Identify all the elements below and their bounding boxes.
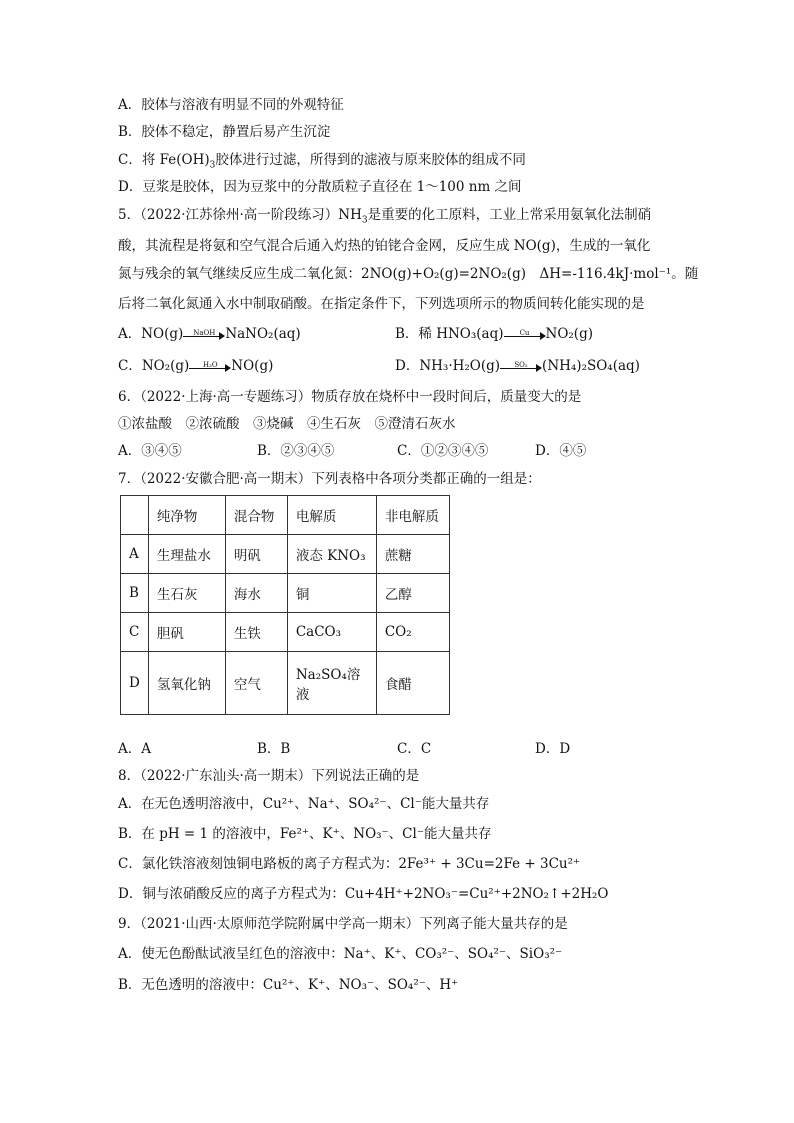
q5-c-right: NO(g) (231, 358, 274, 374)
table-header-row (121, 496, 450, 535)
q4-option-c-post: 胶体进行过滤，所得到的滤液与原来胶体的组成不同 (215, 152, 526, 168)
q5-c-condition: H₂O (202, 360, 218, 369)
q6-option-c: C．①②③④⑤ (397, 443, 489, 459)
q4-option-a: A．胶体与溶液有明显不同的外观特征 (118, 97, 344, 113)
q6-stem: 6．（2022·上海·高一专题练习）物质存放在烧杯中一段时间后，质量变大的是 (118, 389, 582, 405)
table-cell: CaCO₃ (287, 613, 376, 652)
q4-option-c-sub: 3 (209, 160, 216, 171)
q9-option-b: B．无色透明的溶液中：Cu²⁺、K⁺、NO₃⁻、SO₄²⁻、H⁺ (118, 977, 459, 993)
q6-option-d: D．④⑤ (535, 443, 587, 459)
table-cell: Na₂SO₄溶液 (287, 652, 376, 715)
q4-option-c (118, 151, 526, 175)
table-row (121, 574, 450, 613)
table-cell: B (121, 574, 149, 613)
table-header-cell (121, 496, 149, 535)
table-cell: 胆矾 (148, 613, 225, 652)
q6-option-b: B．②③④⑤ (257, 443, 335, 459)
table-cell: CO₂ (376, 613, 449, 652)
q5-option-c (118, 357, 273, 375)
table-cell: 生铁 (225, 613, 287, 652)
table-row (121, 652, 450, 715)
table-cell: 蔗糖 (376, 535, 449, 574)
q5-a-left: A．NO(g) (118, 326, 184, 342)
q7-option-a: A．A (118, 741, 151, 757)
q5-stem-line-1 (118, 206, 651, 230)
q5-option-a (118, 325, 301, 343)
table-cell: 明矾 (225, 535, 287, 574)
q5-option-d (395, 357, 640, 375)
table-header-cell: 非电解质 (376, 496, 449, 535)
q7-option-b: B．B (257, 741, 291, 757)
q5-d-left: D．NH₃·H₂O(g) (395, 358, 501, 374)
table-cell: 液态 KNO₃ (287, 535, 376, 574)
q5-c-left: C．NO₂(g) (118, 358, 190, 374)
table-cell: 乙醇 (376, 574, 449, 613)
table-header-cell: 纯净物 (148, 496, 225, 535)
table-cell: 空气 (225, 652, 287, 715)
table-header-cell: 混合物 (225, 496, 287, 535)
q7-option-c: C．C (397, 741, 432, 757)
table-header-cell: 电解质 (287, 496, 376, 535)
reaction-arrow-icon (183, 329, 225, 341)
q5-d-right: (NH₄)₂SO₄(aq) (542, 358, 640, 374)
q8-option-a: A．在无色透明溶液中，Cu²⁺、Na⁺、SO₄²⁻、Cl⁻能大量共存 (118, 796, 490, 812)
classification-table (120, 495, 450, 715)
table-cell: D (121, 652, 149, 715)
q5-option-b (395, 325, 593, 343)
q4-option-d: D．豆浆是胶体，因为豆浆中的分散质粒子直径在 1～100 nm 之间 (118, 179, 522, 195)
q7-option-d: D．D (535, 741, 571, 757)
q5-b-right: NO₂(g) (545, 326, 593, 342)
table-cell: A (121, 535, 149, 574)
q5-stem-line-2: 酸，其流程是将氨和空气混合后通入灼热的铂铑合金网，反应生成 NO(g)，生成的一氧化 (118, 238, 651, 254)
q9-stem: 9．（2021·山西·太原师范学院附属中学高一期末）下列离子能大量共存的是 (118, 916, 568, 932)
table-row (121, 613, 450, 652)
q5-stem-1-post: 是重要的化工原料，工业上常采用氨氧化法制硝 (367, 207, 652, 223)
q7-stem: 7．（2022·安徽合肥·高一期末）下列表格中各项分类都正确的一组是： (118, 471, 541, 487)
q6-items: ①浓盐酸 ②浓硫酸 ③烧碱 ④生石灰 ⑤澄清石灰水 (118, 416, 456, 432)
q5-b-left: B．稀 HNO₃(aq) (395, 326, 504, 342)
table-row (121, 535, 450, 574)
table-cell: 生理盐水 (148, 535, 225, 574)
table-cell: 食醋 (376, 652, 449, 715)
q8-stem: 8．（2022·广东汕头·高一期末）下列说法正确的是 (118, 768, 420, 784)
q8-option-d: D．铜与浓硝酸反应的离子方程式为：Cu+4H⁺+2NO₃⁻=Cu²⁺+2NO₂↑+2H₂O (118, 886, 609, 902)
reaction-arrow-icon (189, 361, 231, 373)
q5-stem-1-pre: 5．（2022·江苏徐州·高一阶段练习）NH (118, 207, 362, 223)
q5-a-right: NaNO₂(aq) (225, 326, 301, 342)
reaction-arrow-icon (500, 361, 542, 373)
table-cell: C (121, 613, 149, 652)
q5-stem-line-4: 后将二氧化氮通入水中制取硝酸。在指定条件下，下列选项所示的物质间转化能实现的是 (118, 296, 645, 312)
q6-option-a: A．③④⑤ (118, 443, 182, 459)
q8-option-b: B．在 pH = 1 的溶液中，Fe²⁺、K⁺、NO₃⁻、Cl⁻能大量共存 (118, 826, 492, 842)
q5-stem-line-3: 氮与残余的氧气继续反应生成二氧化氮：2NO(g)+O₂(g)=2NO₂(g) ΔH=-116.4kJ·mol⁻¹。随 (118, 266, 699, 282)
q5-b-condition: Cu (519, 328, 530, 337)
q4-option-b: B．胶体不稳定，静置后易产生沉淀 (118, 124, 331, 140)
table-cell: 生石灰 (148, 574, 225, 613)
q4-option-c-pre: C．将 Fe(OH) (118, 152, 210, 168)
reaction-arrow-icon (504, 329, 546, 341)
q5-a-condition: NaOH (193, 328, 216, 337)
q5-d-condition: SO₂ (514, 360, 528, 369)
table-cell: 铜 (287, 574, 376, 613)
table-cell: 氢氧化钠 (148, 652, 225, 715)
q8-option-c: C．氯化铁溶液刻蚀铜电路板的离子方程式为：2Fe³⁺ + 3Cu=2Fe + 3Cu²⁺ (118, 856, 581, 872)
q5-stem-1-sub: 3 (361, 215, 368, 226)
q9-option-a: A．使无色酚酞试液呈红色的溶液中：Na⁺、K⁺、CO₃²⁻、SO₄²⁻、SiO₃²⁻ (118, 946, 563, 962)
table-cell: 海水 (225, 574, 287, 613)
